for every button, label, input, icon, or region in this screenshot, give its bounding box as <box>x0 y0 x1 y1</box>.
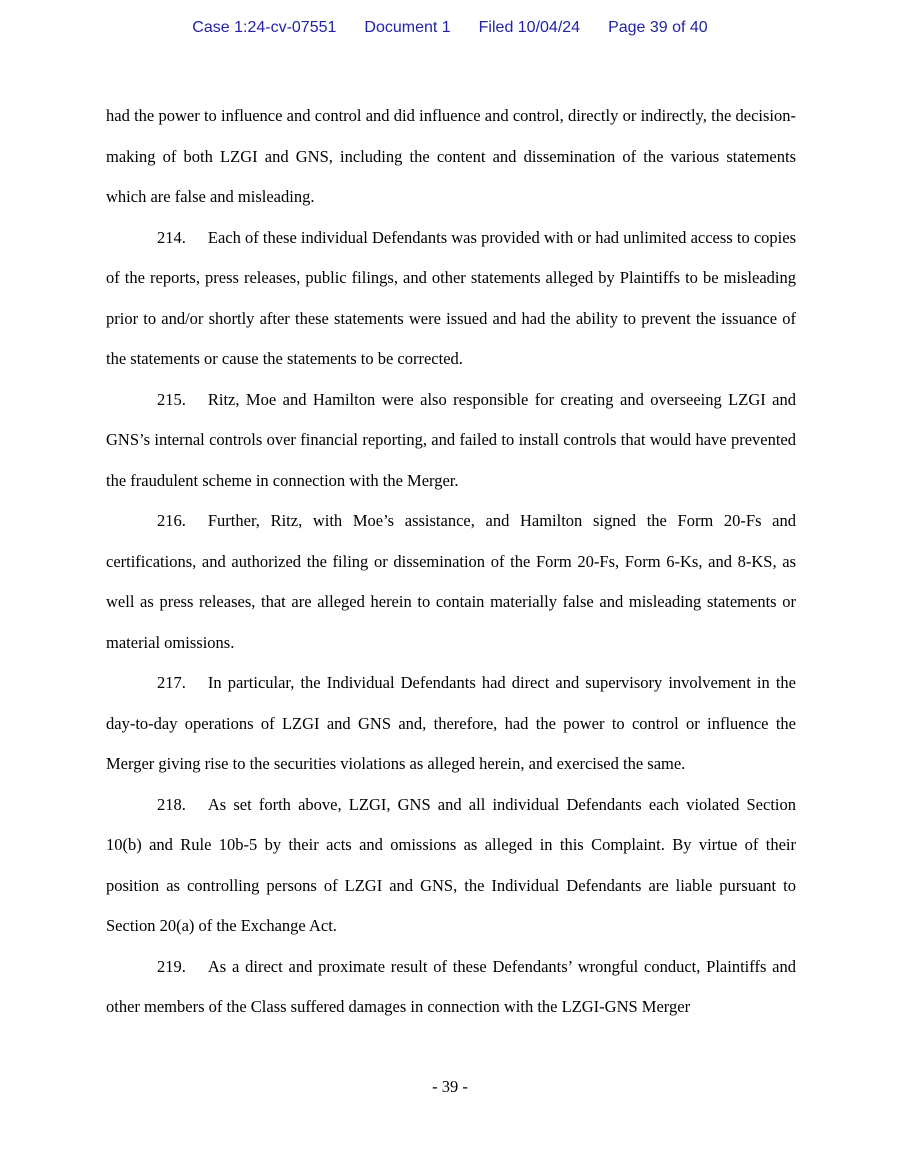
paragraph-218-number: 218. <box>157 794 186 814</box>
paragraph-214-number: 214. <box>157 227 186 247</box>
paragraph-215-number: 215. <box>157 389 186 409</box>
opening-paragraph <box>106 96 796 218</box>
case-number: Case 1:24-cv-07551 <box>192 19 337 36</box>
paragraph-215 <box>106 380 796 502</box>
paragraph-217 <box>106 663 796 785</box>
court-filing-header <box>0 18 900 38</box>
page-number: - 39 - <box>432 1077 468 1096</box>
paragraph-214 <box>106 218 796 380</box>
paragraph-216-text: Further, Ritz, with Moe’s assistance, and Hamilton signed the Form 20-Fs and certifications, and authorized the filing or dissemination of the Form 20-Fs, Form 6-Ks, and 8-KS, as well as press releases, that are alleged herein to contain materially false and misleading statements or material omissions. <box>106 511 796 652</box>
page-number-footer <box>0 1077 900 1097</box>
paragraph-215-text: Ritz, Moe and Hamilton were also responsible for creating and overseeing LZGI and GNS’s internal controls over financial reporting, and failed to install controls that would have prevented the fraudulent scheme in connection with the Merger. <box>106 389 796 490</box>
paragraph-217-text: In particular, the Individual Defendants had direct and supervisory involvement in the day-to-day operations of LZGI and GNS and, therefore, had the power to control or influence the Merger giving rise to the securities violations as alleged herein, and exercised the same. <box>106 673 796 773</box>
paragraph-218-text: As set forth above, LZGI, GNS and all individual Defendants each violated Section 10(b) and Rule 10b-5 by their acts and omissions as alleged in this Complaint. By virtue of their position as controlling persons of LZGI and GNS, the Individual Defendants are liable pursuant to Section 20(a) of the Exchange Act. <box>106 794 796 935</box>
paragraph-214-text: Each of these individual Defendants was provided with or had unlimited access to copies of the reports, press releases, public filings, and other statements alleged by Plaintiffs to be misleading prior to and/or shortly after these statements were issued and had the ability to prevent the issuance of the statements or cause the statements to be corrected. <box>106 227 796 368</box>
paragraph-219 <box>106 947 796 1028</box>
paragraph-219-text: As a direct and proximate result of these Defendants’ wrongful conduct, Plaintiffs and other members of the Class suffered damages in connection with the LZGI-GNS Merger <box>106 956 796 1016</box>
paragraph-218 <box>106 785 796 947</box>
page-indicator: Page 39 of 40 <box>608 19 708 36</box>
paragraph-216-number: 216. <box>157 511 186 530</box>
paragraph-217-number: 217. <box>157 673 186 692</box>
opening-paragraph-text: had the power to influence and control and did influence and control, directly or indirectly, the decision-making of both LZGI and GNS, including the content and dissemination of the various statements which are false and misleading. <box>106 106 796 206</box>
filed-date: Filed 10/04/24 <box>478 19 581 36</box>
document-body <box>106 96 796 1028</box>
paragraph-216 <box>106 501 796 663</box>
paragraph-219-number: 219. <box>157 956 186 976</box>
document-number: Document 1 <box>364 19 451 36</box>
